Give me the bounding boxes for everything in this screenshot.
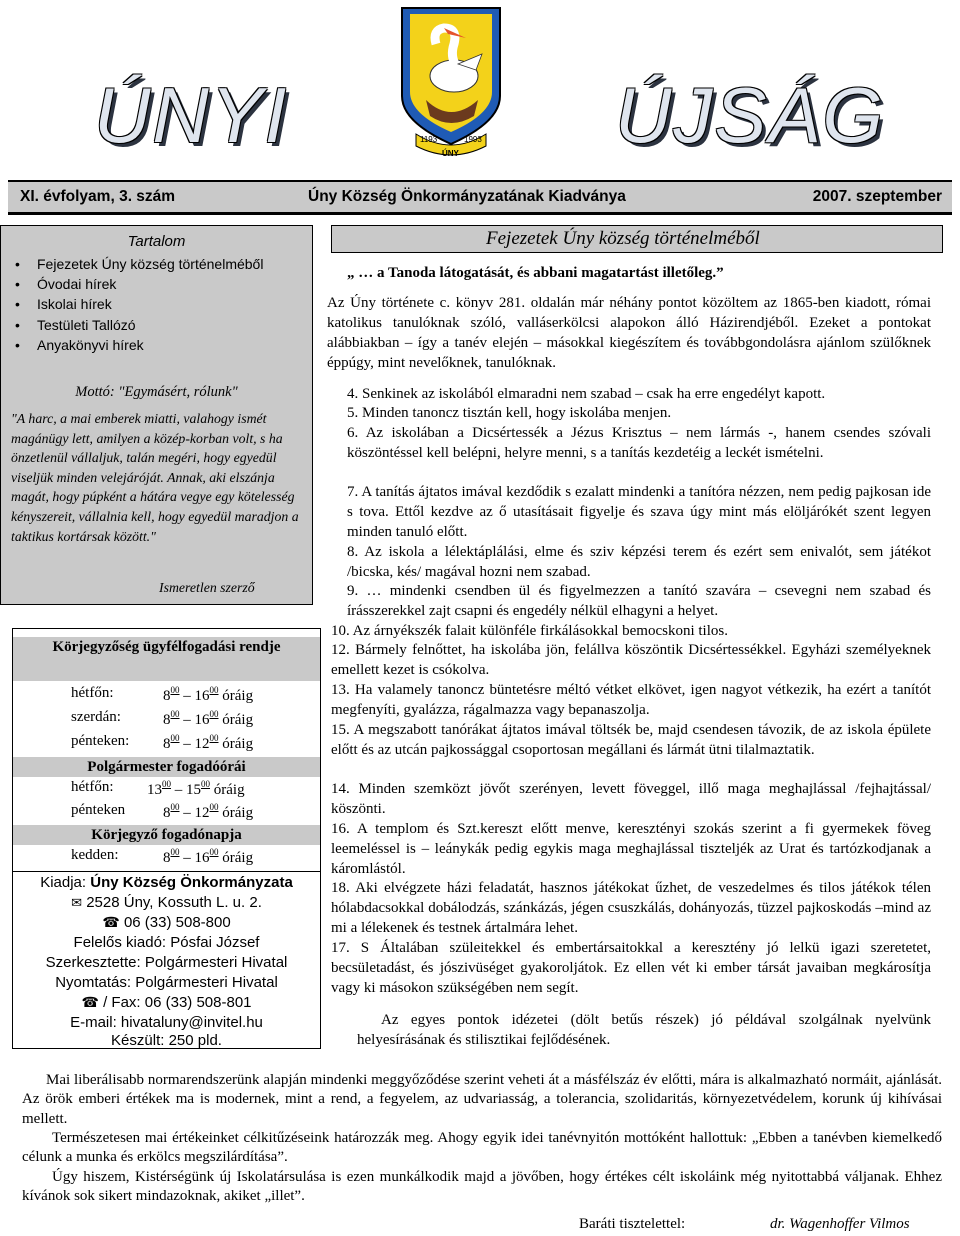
coat-of-arms-crest: [396, 4, 506, 164]
phone-line: ☎ 06 (33) 508-800: [102, 914, 231, 931]
issue-info-bar: [8, 180, 952, 215]
masthead-word-1: ÚNYI: [94, 71, 289, 159]
rule-item: 7. A tanítás ájtatos imával kezdődik s ezalatt mindenki a tanítóra nézzen, nem pedig pajkosan ide s tova. Ettől kezdve az ő utasításait figyelje és szava úgy mint más elöljárókét szent legyen minden tanuló előtt.: [347, 484, 931, 540]
hours-heading-mayor: Polgármester fogadóórái: [13, 757, 320, 777]
toc-motto-panel: [0, 225, 313, 605]
toc-item[interactable]: • Fejezetek Úny község történelméből: [15, 254, 263, 274]
crest-year-left: 1193: [420, 135, 438, 144]
rule-item: 5. Minden tanoncz tisztán kell, hogy iskolába menjen.: [347, 405, 672, 421]
motto-title: Mottó: "Egymásért, rólunk": [75, 384, 238, 400]
rule-item: 14. Minden szemközt jövőt szerényen, levett föveggel, illő maga meghajlással /fejhajtással/ köszönti.: [331, 781, 931, 817]
crest-name: ÚNY: [442, 149, 459, 158]
address-line: ✉ 2528 Úny, Kossuth L. u. 2.: [71, 894, 262, 911]
rule-item: 18. Aki elvégzete házi feladatát, hasznos játékokat űzhet, de veszedelmes és tilos játékok télen hólabdacsokkal dobálodzás, szánkázás, jégen csuszkálás, dohányozás, tüzzel pajkoskodás –mind az mi a lélekenek és testnek ártalmára lehet.: [331, 880, 931, 936]
rule-item: 6. Az iskolában a Dicsértessék a Jézus Krisztus – nem lármás -, hanem csendes szóvali köszöntéssel kell belépni, helyre menni, s a tanítás kezdetéig a leckét ismételni.: [347, 425, 931, 461]
publisher-name: Úny Község Önkormányzata: [90, 874, 293, 891]
issue-date: 2007. szeptember: [812, 188, 942, 205]
section-title-bar: [331, 225, 943, 253]
hours-heading-notary-day: Körjegyző fogadónapja: [13, 825, 320, 845]
signoff-label: Baráti tisztelettel:: [579, 1216, 686, 1232]
toc-list: [15, 254, 263, 355]
rule-item: 17. S Általában szüleitekkel és embertársaitokkal a keresztény jó lelkü igazi szeretetet, becsületadást, és jószivüséget gyakoroljátok. Ez ellen vét ki ember társát javaiban megkárosítja vagy ki másokon szükségében nem segít.: [331, 940, 931, 996]
printer-line: Nyomtatás: Polgármesteri Hivatal: [55, 974, 278, 991]
hours-heading-notary: Körjegyzőség ügyfélfogadási rendje: [13, 637, 320, 681]
toc-item[interactable]: • Iskolai hírek: [15, 294, 263, 314]
rule-item: 9. … mindenki csendben ül és figyelmezzen a tanító szavára – csevegni nem szabad és írásszerekkel zajt csapni és engedély nélkül elhagyni a helyet.: [347, 583, 931, 619]
fax-line: ☎ / Fax: 06 (33) 508-801: [81, 994, 252, 1011]
rule-item: 13. Ha valamely tanoncz büntetésre méltó vétket elkövet, igen nagyot vétkezik, ha ezért a tanítót megfenyíti, gyalázza, rágalmazza vagy bepanaszolja.: [331, 682, 931, 718]
bottom-paragraph: Úgy hiszem, Kistérségünk új Iskolatársulása is ezen munkálkodik majd a jövőben, hogy értékes célt iskoláink még nyitottabbá váljanak. Ehhez kívánok sok sikert mindazoknak, akiket „illet”.: [22, 1169, 942, 1205]
crest-year-right: 1993: [464, 135, 482, 144]
issue-number: XI. évfolyam, 3. szám: [20, 188, 176, 205]
signoff-name: dr. Wagenhoffer Vilmos: [770, 1216, 910, 1232]
publisher-info: Kiadja: Úny Község Önkormányzata: [13, 871, 320, 891]
bottom-paragraph: Mai liberálisabb normarendszerünk alapján mindenki meggyőződése szerint veheti át a másfélszáz év előtti, mára is alkalmazható normáit, ajánlását. Az örök emberi értékek ma is modernek, mint a rend, a fegyelem, az udvariasság, a tolerancia, szolidaritás, környezetvédelem, korunk új kihívásai mellett.: [22, 1072, 942, 1127]
toc-title: Tartalom: [127, 233, 186, 250]
editor-line: Felelős kiadó: Pósfai József: [73, 934, 260, 951]
office-hours-box: Körjegyzőség ügyfélfogadási rendje hétfőn: $8^{00} - 16^{00}$ óráig szerdán: $8^{00} - 16^{00}$ óráig pénteken: $8^{00} - 12^{00}$ óráig Polgármester fogadóórái hétfőn: $13^{00} - 15^{00}$ óráig pénteken $8^{00} - 12^{00}$ óráig Körjegyző fogadónapja kedden: $8^{00} - 16^{00}$ óráig Kiadja: Úny Község Önkormányzata ✉ 2528 Úny, Kossuth L. u. 2. ☎ 06 (33) 508-800 Felelős kiadó: Pósfai József Szerkesztette: Polgármesteri Hivatal Nyomtatás: Polgármesteri Hivatal ☎ / Fax: 06 (33) 508-801 E-mail: hivataluny@invitel.hu Készült: 250 pld.: [12, 628, 321, 1049]
telephone-icon: ☎: [81, 994, 99, 1010]
rule-item: 4. Senkinek az iskolából elmaradni nem szabad – csak ha erre engedélyt kapott.: [347, 386, 826, 402]
motto-author: Ismeretlen szerző: [159, 580, 255, 595]
rule-item: 15. A megszabott tanórákat ájtatos imával töltsék be, majd csendesen távozik, de az iskola épülete előtt és az utcán pajkossággal csoportosan megállani és lármát ütni tilalmaztatik.: [331, 722, 931, 758]
publisher-line: Úny Község Önkormányzatának Kiadványa: [308, 188, 626, 205]
telephone-icon: ☎: [102, 914, 120, 930]
rule-item: 16. A templom és Szt.kereszt előtt menve, keresztényi szokás szerint a fi gyermekek föveg leemeléssel is – leánykák pedig egykis maga meghajlással tiszteljék az Urat és tartózkodjanak a káromlástól.: [331, 821, 931, 877]
toc-item[interactable]: • Testületi Tallózó: [15, 315, 263, 335]
article-headline: „ … a Tanoda látogatását, és abbani magatartást illetőleg.”: [347, 265, 724, 281]
bottom-paragraph: Természetesen mai értékeinket célkitűzéseink határozzák meg. Ahogy egyik idei tanévnyitón mottóként hallottuk: „Ebben a tanévben kiemelkedő célunk a munka és erkölcs megszilárdítása”.: [22, 1130, 942, 1166]
envelope-icon: ✉: [71, 895, 83, 910]
masthead-word-2: ÚJSÁG: [615, 71, 886, 159]
composer-line: Szerkesztette: Polgármesteri Hivatal: [45, 954, 288, 971]
rule-item: 10. Az árnyékszék falait különféle firkálásokkal bemocskoni tilos.: [331, 623, 728, 639]
article-intro: Az Úny története c. könyv 281. oldalán már néhány pontot közöltem az 1865-ben kiadott, római katolikus tanulóknak szóló, valláserkölcsi alapokon álló Házirendjéből. Ezeket a pontokat alábbiakban – így a tanév elején – másokkal kiegészítem és továbbgondolásra ajánlom szülőknek éppúgy, mint nevelőknek, tanulóknak.: [327, 295, 931, 371]
section-title: Fejezetek Úny község történelméből: [486, 228, 760, 249]
article-closing: Az egyes pontok idézetei (dölt betűs részek) jó példával szolgálnak nyelvünk helyesírásának és stilisztikai fejlődésének.: [357, 1012, 931, 1048]
copies-line: Készült: 250 pld.: [111, 1032, 222, 1049]
email-line[interactable]: E-mail: hivataluny@invitel.hu: [70, 1014, 263, 1031]
motto-text: "A harc, a mai emberek miatti, valahogy ismét magánügy lett, amilyen a közép-korban volt, s ha önzetlenül vállaljuk, talán megéri, hogy egyedül viseljük minden velejáróját. Annak, aki elszánja magát, hogy púpként a hátára vegye egy kötelesség kényszereit, vállalnia kell, hogy egyedül maradjon a taktikus kortársak között.": [11, 411, 299, 544]
toc-item[interactable]: • Óvodai hírek: [15, 274, 263, 294]
rule-item: 8. Az iskola a lélektáplálási, elme és sziv képzési terem és ezért sem enivalót, sem játékot /bicska, kés/ magával hozni nem szabad.: [347, 544, 931, 580]
toc-item[interactable]: • Anyakönyvi hírek: [15, 335, 263, 355]
rule-item: 12. Bármely felnőttet, ha iskolába jön, felállva köszöntik Dicsértessékkel. Egyházi személyeknek emellett kezet is csókolva.: [331, 642, 931, 678]
